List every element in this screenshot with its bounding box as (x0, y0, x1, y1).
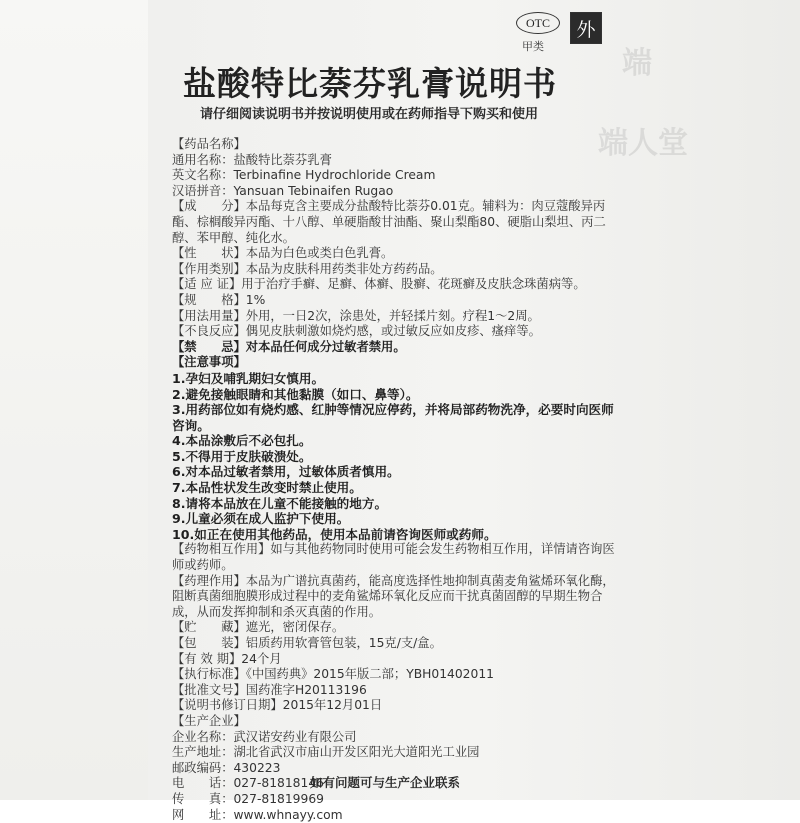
page-subtitle: 请仔细阅读说明书并按说明使用或在药师指导下购买和使用 (200, 107, 539, 122)
dosage: 【用法用量】外用，一日2次，涂患处，并轻揉片刻。疗程1～2周。 (172, 308, 540, 323)
external-use-badge: 外 (570, 12, 602, 44)
background-watermark: 端人堂 (598, 126, 688, 161)
drug-interactions: 【药物相互作用】如与其他药物同时使用可能会发生药物相互作用，详情请咨询医师或药师。 (172, 542, 615, 573)
website: 网 址：www.whnayy.com (172, 807, 343, 822)
precaution-item: 2.避免接触眼睛和其他黏膜（如口、鼻等）。 (172, 386, 419, 402)
precaution-item: 10.如正在使用其他药品，使用本品前请咨询医师或药师。 (172, 526, 497, 542)
english-name: 英文名称：Terbinafine Hydrochloride Cream (172, 168, 436, 183)
manufacturer-header: 【生产企业】 (172, 713, 246, 728)
contraindications: 【禁 忌】对本品任何成分过敏者禁用。 (172, 339, 406, 354)
indications: 【适 应 证】用于治疗手癣、足癣、体癣、股癣、花斑癣及皮肤念珠菌病等。 (172, 277, 586, 292)
page-title: 盐酸特比萘芬乳膏说明书 (183, 64, 557, 103)
appearance: 【性 状】本品为白色或类白色乳膏。 (172, 246, 394, 261)
precaution-item: 3.用药部位如有烧灼感、红肿等情况应停药，并将局部药物洗净，必要时向医师咨询。 (172, 402, 614, 433)
standard: 【执行标准】《中国药典》2015年版二部；YBH01402011 (172, 667, 494, 682)
precaution-item: 7.本品性状发生改变时禁止使用。 (172, 480, 362, 496)
otc-class: 甲类 (522, 40, 544, 53)
precautions-header: 【注意事项】 (172, 355, 246, 370)
background-watermark: 端 (622, 46, 652, 81)
specification: 【规 格】1% (172, 292, 266, 307)
generic-name: 通用名称：盐酸特比萘芬乳膏 (172, 152, 332, 167)
company-address: 生产地址：湖北省武汉市庙山开发区阳光大道阳光工业园 (172, 745, 480, 760)
ingredients: 【成 分】本品每克含主要成分盐酸特比萘芬0.01克。辅料为：肉豆蔻酸异丙酯、棕榈酸异丙酯、十八醇、单硬脂酸甘油酯、聚山梨酯80、硬脂山梨坦、丙二醇、苯甲醇、纯化水。 (172, 199, 606, 245)
postcode: 邮政编码：430223 (172, 760, 281, 775)
category: 【作用类别】本品为皮肤科用药类非处方药药品。 (172, 261, 443, 276)
precaution-item: 9.儿童必须在成人监护下使用。 (172, 511, 350, 527)
fax: 传 真：027-81819969 (172, 791, 324, 806)
otc-mark: OTC (516, 12, 560, 34)
precaution-item: 1.孕妇及哺乳期妇女慎用。 (172, 370, 325, 386)
drug-name-header: 【药品名称】 (172, 137, 246, 151)
precaution-item: 8.请将本品放在儿童不能接触的地方。 (172, 495, 388, 511)
precaution-item: 4.本品涂敷后不必包扎。 (172, 433, 312, 449)
phone: 电 话：027-81818146 (172, 776, 324, 791)
package: 【包 装】铝质药用软膏管包装，15克/支/盒。 (172, 636, 442, 650)
leaflet-content (172, 137, 620, 823)
revision-date: 【说明书修订日期】2015年12月01日 (172, 698, 383, 713)
precaution-item: 5.不得用于皮肤破溃处。 (172, 448, 312, 464)
storage: 【贮 藏】遮光，密闭保存。 (172, 620, 345, 635)
pinyin-name: 汉语拼音：Yansuan Tebinaifen Rugao (172, 183, 394, 198)
pharmacology: 【药理作用】本品为广谱抗真菌药，能高度选择性地抑制真菌麦角鲨烯环氧化酶，阻断真菌细胞膜形成过程中的麦角鲨烯环氧化反应而干扰真菌固醇的早期生物合成，从而发挥抑制和杀灭真菌的作用。 (172, 573, 615, 619)
validity: 【有 效 期】24个月 (172, 651, 282, 666)
precaution-item: 6.对本品过敏者禁用，过敏体质者慎用。 (172, 464, 400, 480)
approval-number: 【批准文号】国药准字H20113196 (172, 682, 367, 697)
adverse-reactions: 【不良反应】偶见皮肤刺激如烧灼感，或过敏反应如皮疹、瘙痒等。 (172, 324, 541, 339)
footer-note: 如有问题可与生产企业联系 (310, 775, 461, 790)
company-name: 企业名称：武汉诺安药业有限公司 (172, 729, 357, 744)
